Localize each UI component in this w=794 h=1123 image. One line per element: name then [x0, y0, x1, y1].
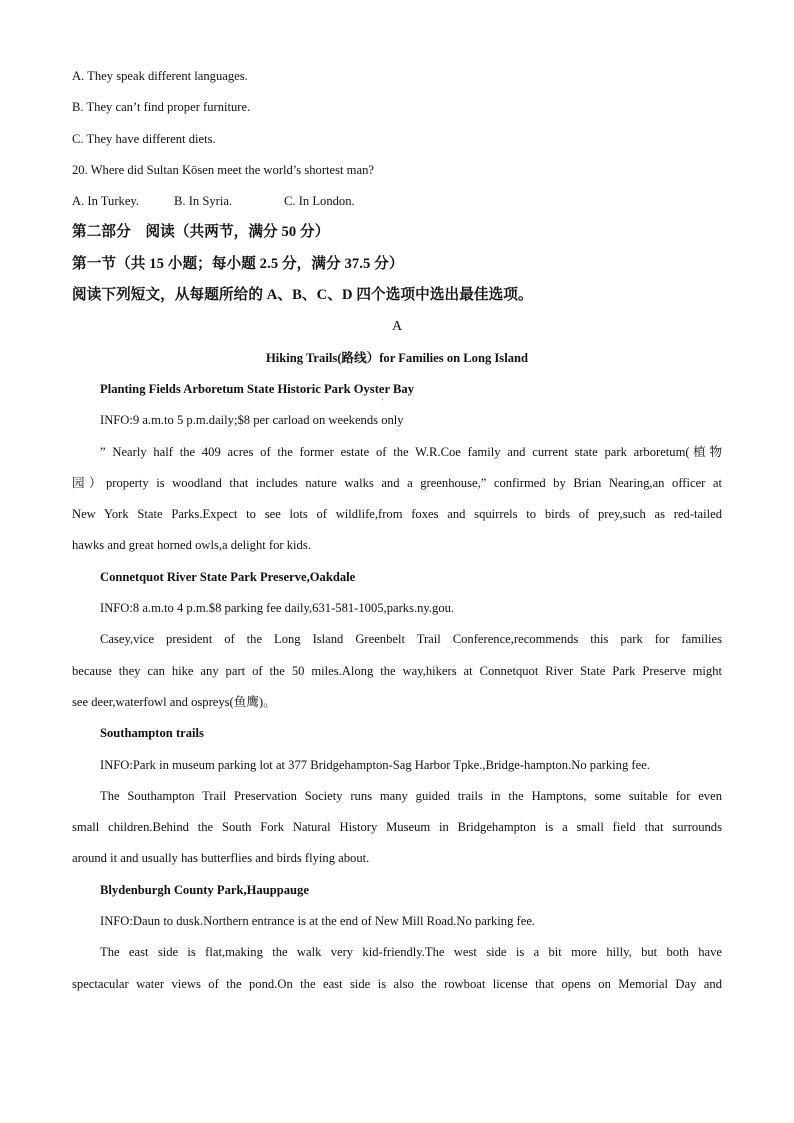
place-1-info: INFO:9 a.m.to 5 p.m.daily;$8 per carload on weekends only — [100, 413, 404, 428]
q19-option-b: B. They can’t find proper furniture. — [72, 100, 251, 115]
stray-mark: ' — [382, 397, 384, 406]
place-3-name: Southampton trails — [100, 726, 204, 741]
instruction: 阅读下列短文，从每题所给的 A、B、C、D 四个选项中选出最佳选项。 — [72, 287, 533, 304]
place-4-line-1: The east side is flat,making the walk very kid-friendly.The west side is a bit more hilly, but both have — [100, 945, 722, 960]
place-2-name: Connetquot River State Park Preserve,Oakdale — [100, 569, 356, 584]
content-block — [72, 61, 722, 1000]
q20-option-a: A. In Turkey. — [72, 194, 140, 209]
place-3-info: INFO:Park in museum parking lot at 377 Bridgehampton-Sag Harbor Tpke.,Bridge-hampton.No parking fee. — [100, 757, 650, 772]
place-3-line-3: around it and usually has butterflies and birds flying about. — [72, 851, 370, 866]
place-1-name: Planting Fields Arboretum State Historic Park Oyster Bay — [100, 381, 415, 396]
place-2-line-2: because they can hike any part of the 50 miles.Along the way,hikers at Connetquot River State Park Preserve might — [72, 663, 722, 678]
place-2-info: INFO:8 a.m.to 4 p.m.$8 parking fee daily,631-581-1005,parks.ny.gou. — [100, 601, 455, 616]
place-4-line-2: spectacular water views of the pond.On the east side is also the rowboat license that opens on Memorial Day and — [72, 976, 722, 991]
passage-letter: A — [391, 319, 403, 335]
place-1-line-1: ” Nearly half the 409 acres of the former estate of the W.R.Coe family and current state park arboretum(植物 — [100, 444, 722, 459]
q19-option-a: A. They speak different languages. — [72, 69, 248, 83]
place-4-info: INFO:Daun to dusk.Northern entrance is at the end of New Mill Road.No parking fee. — [100, 914, 536, 929]
q20-option-c: C. In London. — [284, 194, 355, 209]
place-1-line-4: hawks and great horned owls,a delight for kids. — [72, 538, 311, 553]
q20-options — [72, 186, 722, 217]
section-title: 第一节（共 15 小题；每小题 2.5 分，满分 37.5 分） — [72, 255, 404, 272]
place-1-line-2: 园）property is woodland that includes nature walks and a greenhouse,” confirmed by Brian Nearing,an officer at — [72, 475, 722, 490]
q20-stem: 20. Where did Sultan Kösen meet the world’s shortest man? — [72, 162, 374, 177]
q20-option-b: B. In Syria. — [174, 194, 233, 209]
place-1-line-3: New York State Parks.Expect to see lots of wildlife,from foxes and squirrels to birds of prey,such as red-tailed — [72, 507, 722, 522]
part-title: 第二部分 阅读（共两节，满分 50 分） — [72, 224, 330, 241]
place-2-line-1: Casey,vice president of the Long Island Greenbelt Trail Conference,recommends this park for families — [100, 632, 722, 647]
place-3-line-1: The Southampton Trail Preservation Society runs many guided trails in the Hamptons, some suitable for even — [100, 788, 722, 803]
passage-title: Hiking Trails(路线）for Families on Long Island — [265, 350, 529, 365]
place-2-line-3: see deer,waterfowl and ospreys(鱼鹰)。 — [72, 694, 276, 709]
place-4-name: Blydenburgh County Park,Hauppauge — [100, 882, 309, 897]
q19-option-c: C. They have different diets. — [72, 131, 216, 146]
place-3-line-2: small children.Behind the South Fork Natural History Museum in Bridgehampton is a small field that surrounds — [72, 820, 722, 835]
